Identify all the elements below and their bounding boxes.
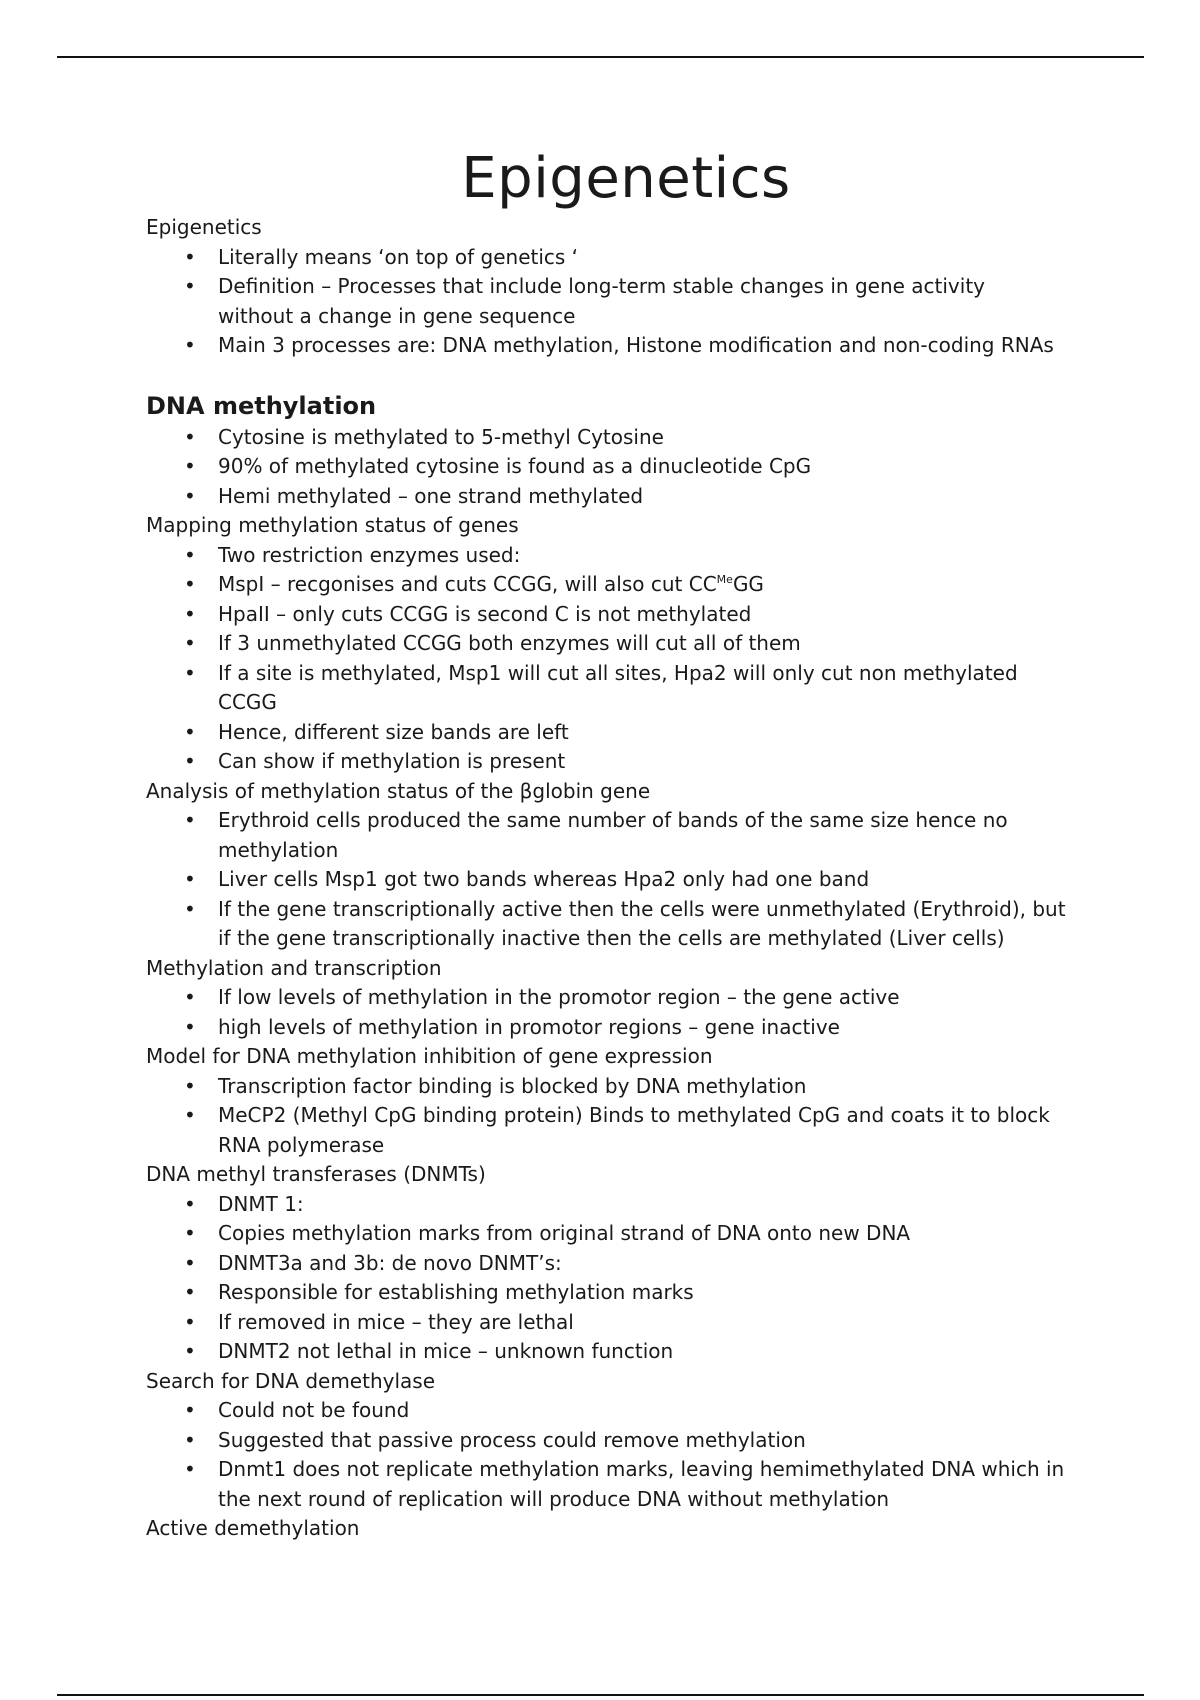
section-label: Analysis of methylation status of the βglobin gene [146,778,651,803]
list-item [146,570,1066,600]
bullet-list [146,806,1066,954]
list-item: • high levels of methylation in promotor regions – gene inactive [146,1013,1066,1043]
bullet-list [146,1072,1066,1161]
section-demethylase [146,1367,1066,1515]
list-item: • If a site is methylated, Msp1 will cut all sites, Hpa2 will only cut non methylated CCGG [146,659,1066,718]
footer-rule [57,1694,1144,1696]
list-item: • Main 3 processes are: DNA methylation, Histone modification and non-coding RNAs [146,331,1066,361]
header-rule [57,56,1144,58]
list-item: • HpaII – only cuts CCGG is second C is not methylated [146,600,1066,630]
bullet-list [146,541,1066,777]
list-item: • If removed in mice – they are lethal [146,1308,1066,1338]
list-item: • Dnmt1 does not replicate methylation marks, leaving hemimethylated DNA which in the next round of replication will produce DNA without methylation [146,1455,1066,1514]
bullet-list [146,983,1066,1042]
mspi-text: MspI – recgonises and cuts CCGG, will also cut CC [218,572,717,596]
section-epigenetics [146,213,1066,361]
list-item: • Cytosine is methylated to 5-methyl Cytosine [146,423,1066,453]
list-item: • Transcription factor binding is blocked by DNA methylation [146,1072,1066,1102]
bullet-list [146,243,1066,361]
section-mapping-methylation [146,511,1066,777]
section-model-inhibition [146,1042,1066,1160]
section-dnmts [146,1160,1066,1367]
section-label: Methylation and transcription [146,955,442,980]
list-item: • Definition – Processes that include long-term stable changes in gene activity without a change in gene sequence [146,272,1066,331]
list-item: • If low levels of methylation in the promotor region – the gene active [146,983,1066,1013]
list-item: • Literally means ‘on top of genetics ‘ [146,243,1066,273]
section-beta-globin [146,777,1066,954]
section-label: Mapping methylation status of genes [146,513,519,537]
list-item: • Liver cells Msp1 got two bands whereas Hpa2 only had one band [146,865,1066,895]
list-item: • Copies methylation marks from original strand of DNA onto new DNA [146,1219,1066,1249]
list-item: • If 3 unmethylated CCGG both enzymes will cut all of them [146,629,1066,659]
list-item: • Suggested that passive process could remove methylation [146,1426,1066,1456]
section-label: Active demethylation [146,1516,360,1540]
list-item: • Hence, different size bands are left [146,718,1066,748]
list-item: • Erythroid cells produced the same number of bands of the same size hence no methylation [146,806,1066,865]
section-methylation-transcription [146,954,1066,1043]
section-label: DNA methyl transferases (DNMTs) [146,1162,486,1186]
section-heading: DNA methylation [146,391,377,420]
list-item: • MeCP2 (Methyl CpG binding protein) Binds to methylated CpG and coats it to block RNA polymerase [146,1101,1066,1160]
section-active-demethylation [146,1514,1066,1544]
list-item: • 90% of methylated cytosine is found as a dinucleotide CpG [146,452,1066,482]
list-item: • DNMT2 not lethal in mice – unknown function [146,1337,1066,1367]
bullet-list [146,1190,1066,1367]
bullet-list [146,423,1066,512]
list-item: • DNMT3a and 3b: de novo DNMT’s: [146,1249,1066,1279]
list-item: • Hemi methylated – one strand methylated [146,482,1066,512]
section-label: Model for DNA methylation inhibition of gene expression [146,1044,713,1068]
list-item: • Responsible for establishing methylation marks [146,1278,1066,1308]
bullet-list [146,1396,1066,1514]
page-title: Epigenetics [461,146,791,211]
section-label: Search for DNA demethylase [146,1368,436,1393]
mspi-superscript: Me [716,573,733,586]
list-item: • If the gene transcriptionally active then the cells were unmethylated (Erythroid), but if the gene transcriptionally inactive then the cells are methylated (Liver cells) [146,895,1066,954]
document-page [146,145,1066,1544]
list-item: • Two restriction enzymes used: [146,541,1066,571]
section-dna-methylation [146,389,1066,512]
list-item: • Can show if methylation is present [146,747,1066,777]
list-item: • DNMT 1: [146,1190,1066,1220]
mspi-tail: GG [732,572,764,596]
list-item: • Could not be found [146,1396,1066,1426]
section-label: Epigenetics [146,215,262,239]
